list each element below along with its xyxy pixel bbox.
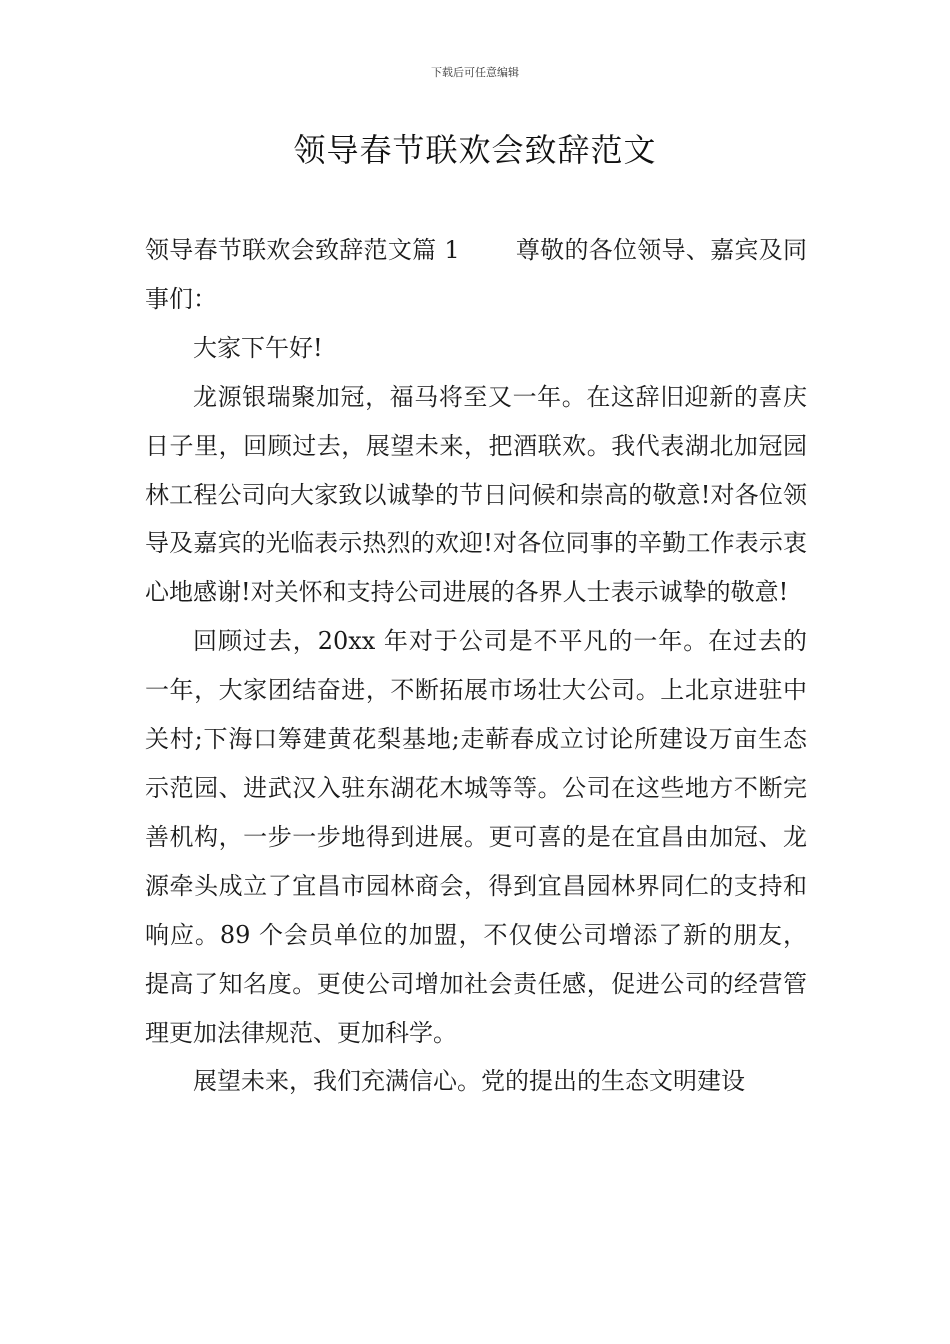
document-body [145, 226, 807, 1106]
salutation: 尊敬的各位领导、嘉宾及同事们： [145, 236, 807, 313]
document-title: 领导春节联欢会致辞范文 [293, 131, 657, 169]
body-paragraph: 展望未来，我们充满信心。党的提出的生态文明建设 [193, 1067, 745, 1096]
greeting-paragraph: 大家下午好! [193, 333, 323, 362]
body-paragraph: 龙源银瑞聚加冠，福马将至又一年。在这辞旧迎新的喜庆日子里，回顾过去，展望未来，把酒联欢。我代表湖北加冠园林工程公司向大家致以诚挚的节日问候和崇高的敬意!对各位领导及嘉宾的光临表示热烈的欢迎!对各位同事的辛勤工作表示衷心地感谢!对关怀和支持公司进展的各界人士表示诚挚的敬意! [145, 382, 807, 607]
body-paragraph: 回顾过去，20xx 年对于公司是不平凡的一年。在过去的一年，大家团结奋进，不断拓展市场壮大公司。上北京进驻中关村;下海口筹建黄花梨基地;走蕲春成立讨论所建设万亩生态示范园、进武汉入驻东湖花木城等等。公司在这些地方不断完善机构，一步一步地得到进展。更可喜的是在宜昌由加冠、龙源牵头成立了宜昌市园林商会，得到宜昌园林界同仁的支持和响应。89 个会员单位的加盟，不仅使公司增添了新的朋友，提高了知名度。更使公司增加社会责任感，促进公司的经营管理更加法律规范、更加科学。 [145, 627, 807, 1047]
opening-paragraph [145, 226, 807, 324]
section-heading: 领导春节联欢会致辞范文篇 1 [145, 236, 460, 264]
header-note: 下载后可任意编辑 [431, 66, 519, 79]
